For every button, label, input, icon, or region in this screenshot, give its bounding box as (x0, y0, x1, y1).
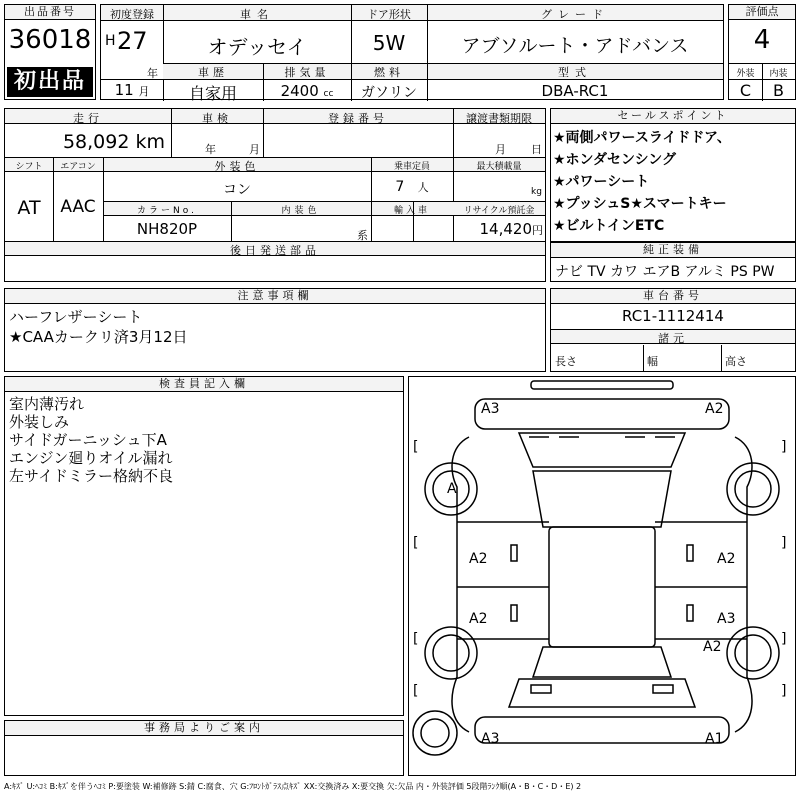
inspector-box (4, 376, 404, 716)
inspector-line: 室内薄汚れ (9, 395, 85, 413)
recycle-label: リサイクル預託金 (463, 206, 535, 216)
first-reg-year: 27 (117, 27, 148, 55)
rating: 4 (753, 25, 771, 55)
bracket-close-bottom: ] (781, 683, 787, 699)
shift: AT (17, 197, 41, 219)
interior-color-unit: 系 (357, 229, 368, 242)
mark-left-rear-door: A2 (469, 611, 488, 627)
chassis-box (550, 288, 796, 372)
equipment-value: ナビ TV カワ エアB アルミ PS PW (555, 264, 775, 280)
sales-point-item: ★ホンダセンシング (553, 152, 677, 168)
import-label: 輸入車 (393, 206, 430, 216)
later-parts-label: 後日発送部品 (230, 244, 320, 257)
legend: A:ｷｽﾞ U:ﾍｺﾐ B:ｷｽﾞを伴うﾍｺﾐ P:要塗装 W:補修跡 S:錆 C:腐食、穴 G:ﾌﾛﾝﾄｶﾞﾗｽ点ｷｽﾞ XX:交換済み X:要交換 欠:欠品 内・外装評価 5段階ﾗﾝｸ順(A・B・C・D・E) 2 (4, 782, 582, 791)
color-label: 外装色 (214, 160, 260, 173)
header-grid (100, 4, 724, 103)
office-label: 事務局よりご案内 (5, 721, 403, 736)
height-label: 高さ (725, 355, 747, 368)
sales-point-item: ★両側パワースライドドア、 (553, 130, 731, 146)
width-label: 幅 (647, 355, 658, 368)
chassis-number: RC1-1112414 (622, 307, 724, 325)
mark-left-wheel: A (447, 481, 457, 497)
reg-no-label: 登録番号 (328, 112, 388, 125)
era: H (105, 33, 116, 49)
inspector-lines (9, 395, 173, 485)
first-reg-label: 初度登録 (110, 8, 154, 21)
mileage: 58,092 km (62, 131, 165, 153)
inspection-label: 車検 (202, 112, 232, 125)
history: 自家用 (188, 84, 237, 103)
year-unit: 年 (147, 67, 158, 80)
first-reg-month: 11 月 (114, 81, 150, 99)
exterior-label: 外装 (736, 69, 755, 79)
sales-points-list (553, 127, 731, 237)
history-label: 車歴 (198, 66, 228, 79)
equipment-label: 純正装備 (551, 243, 795, 258)
model: DBA-RC1 (541, 82, 609, 100)
car-name-label: 車名 (240, 8, 274, 21)
bracket-close-low: ] (781, 631, 787, 647)
inspector-line: 外装しみ (9, 413, 70, 431)
mark-left-front-door: A2 (469, 551, 488, 567)
chassis-label: 車台番号 (551, 289, 795, 304)
sales-points-box (550, 108, 796, 242)
lot-number: 36018 (8, 25, 92, 55)
mark-rear-right: A1 (705, 731, 724, 747)
bracket-close-top: ] (781, 439, 787, 455)
door-type: 5W (372, 31, 406, 55)
note-line: ハーフレザーシート (9, 308, 143, 326)
rating-box (728, 4, 796, 100)
dimensions-label: 諸元 (658, 332, 688, 345)
model-label: 型式 (558, 66, 592, 79)
mark-front-right: A2 (705, 401, 724, 417)
bracket-open-top: [ (413, 439, 419, 455)
capacity: 7 人 (395, 179, 429, 195)
fuel-label: 燃料 (374, 66, 404, 79)
aircon: AAC (60, 197, 96, 217)
sales-points-label: セールスポイント (551, 109, 795, 124)
aircon-label: エアコン (60, 162, 96, 172)
capacity-label: 乗車定員 (393, 162, 430, 172)
office-box (4, 720, 404, 776)
bracket-open-mid: [ (413, 535, 419, 551)
lot-number-label: 出品番号 (5, 5, 95, 20)
inspector-line: サイドガーニッシュ下A (9, 431, 167, 449)
exterior-grade: C (739, 81, 752, 100)
mark-front-left: A3 (481, 401, 500, 417)
mark-right-front-door: A2 (717, 551, 736, 567)
transfer-day-unit: 日 (531, 143, 542, 156)
lot-number-box (4, 4, 96, 100)
car-diagram (409, 377, 795, 775)
color-no-label: カラーNo. (137, 206, 197, 216)
mileage-label: 走行 (73, 112, 103, 125)
length-label: 長さ (555, 355, 577, 368)
mark-right-rear-quarter: A2 (703, 639, 722, 655)
notes-label: 注意事項欄 (5, 289, 545, 304)
bracket-open-bottom: [ (413, 683, 419, 699)
bracket-close-mid: ] (781, 535, 787, 551)
transfer-label: 譲渡書類期限 (466, 112, 532, 125)
equipment-box (550, 242, 796, 282)
mark-right-rear-door: A3 (717, 611, 736, 627)
max-load-unit: kg (531, 187, 542, 197)
sales-point-item: ★ビルトインETC (553, 218, 665, 234)
interior-color-label: 内装色 (281, 206, 321, 216)
sales-point-item: ★プッシュS★スマートキー (553, 196, 727, 212)
details-grid (4, 108, 546, 282)
max-load-label: 最大積載量 (476, 162, 522, 172)
rating-label: 評価点 (729, 5, 795, 20)
bracket-open-low: [ (413, 631, 419, 647)
inspector-line: 左サイドミラー格納不良 (9, 467, 173, 485)
grade: アブソルート・アドバンス (461, 35, 689, 57)
inspector-label: 検査員記入欄 (5, 377, 403, 392)
sales-point-item: ★パワーシート (553, 174, 650, 190)
displacement: 2400 cc (280, 82, 334, 100)
door-label: ドア形状 (367, 8, 411, 21)
first-listing-badge: 初出品 (7, 67, 93, 97)
transfer-month-unit: 月 (495, 143, 506, 156)
exterior-color: コン (223, 182, 251, 198)
fuel: ガソリン (361, 85, 417, 101)
inspection-month-unit: 月 (249, 143, 260, 156)
color-no: NH820P (136, 220, 198, 238)
notes-lines (9, 307, 188, 347)
inspection-year-unit: 年 (205, 143, 216, 156)
car-name: オデッセイ (207, 35, 307, 59)
displacement-label: 排気量 (284, 66, 330, 79)
car-diagram-box (408, 376, 796, 776)
recycle: 14,420円 (479, 220, 543, 238)
interior-label: 内装 (769, 69, 788, 79)
notes-box (4, 288, 546, 372)
shift-label: シフト (15, 162, 43, 172)
note-line: ★CAAカークリ済3月12日 (9, 328, 188, 346)
interior-grade: B (773, 81, 784, 100)
inspector-line: エンジン廻りオイル漏れ (9, 449, 173, 467)
grade-label: グレード (541, 8, 609, 21)
mark-rear-left: A3 (481, 731, 500, 747)
